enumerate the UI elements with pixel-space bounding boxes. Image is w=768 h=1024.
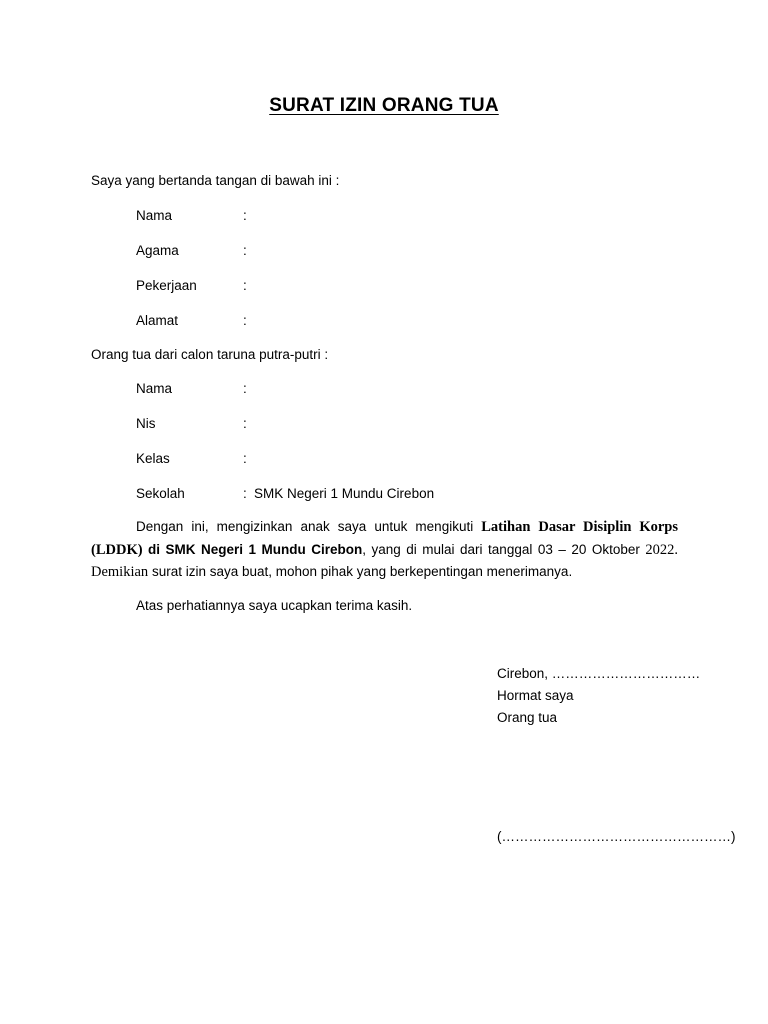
field-value: SMK Negeri 1 Mundu Cirebon	[254, 486, 435, 501]
field-colon: :	[243, 416, 247, 431]
field-label: Sekolah	[136, 486, 185, 501]
body-text-1: Dengan ini, mengizinkan anak saya untuk mengikuti	[136, 519, 482, 534]
body-year: 2022. Demikian	[91, 541, 678, 580]
field-label: Alamat	[136, 313, 179, 328]
permission-paragraph	[91, 516, 678, 584]
field-label: Agama	[136, 243, 179, 258]
field-colon: :	[243, 278, 247, 293]
body-activity-name: Latihan Dasar Disiplin Korps (LDDK)	[91, 519, 679, 558]
closing-text: Atas perhatiannya saya ucapkan terima kasih.	[136, 598, 413, 613]
field-colon: :	[243, 208, 247, 223]
body-text-2: , yang di mulai dari tanggal 03 – 20 Oktober	[362, 541, 646, 557]
signature-role: Orang tua	[497, 710, 558, 725]
field-colon: :	[243, 313, 247, 328]
field-label: Nama	[136, 381, 173, 396]
signature-regards: Hormat saya	[497, 688, 574, 703]
signature-place-date: Cirebon, ……………………………	[497, 666, 701, 681]
field-colon: :	[243, 381, 247, 396]
field-colon: :	[243, 486, 247, 501]
body-school-name: di SMK Negeri 1 Mundu Cirebon	[142, 541, 363, 557]
body-text-3: surat izin saya buat, mohon pihak yang berkepentingan menerimanya.	[148, 564, 573, 579]
field-label: Nama	[136, 208, 173, 223]
signature-name-line: (……………………………………………)	[497, 829, 736, 844]
parent-intro: Saya yang bertanda tangan di bawah ini :	[91, 173, 340, 188]
field-label: Nis	[136, 416, 156, 431]
letter-title: SURAT IZIN ORANG TUA	[269, 95, 499, 116]
student-intro: Orang tua dari calon taruna putra-putri :	[91, 347, 329, 362]
field-label: Kelas	[136, 451, 170, 466]
field-colon: :	[243, 451, 247, 466]
field-label: Pekerjaan	[136, 278, 197, 293]
field-colon: :	[243, 243, 247, 258]
